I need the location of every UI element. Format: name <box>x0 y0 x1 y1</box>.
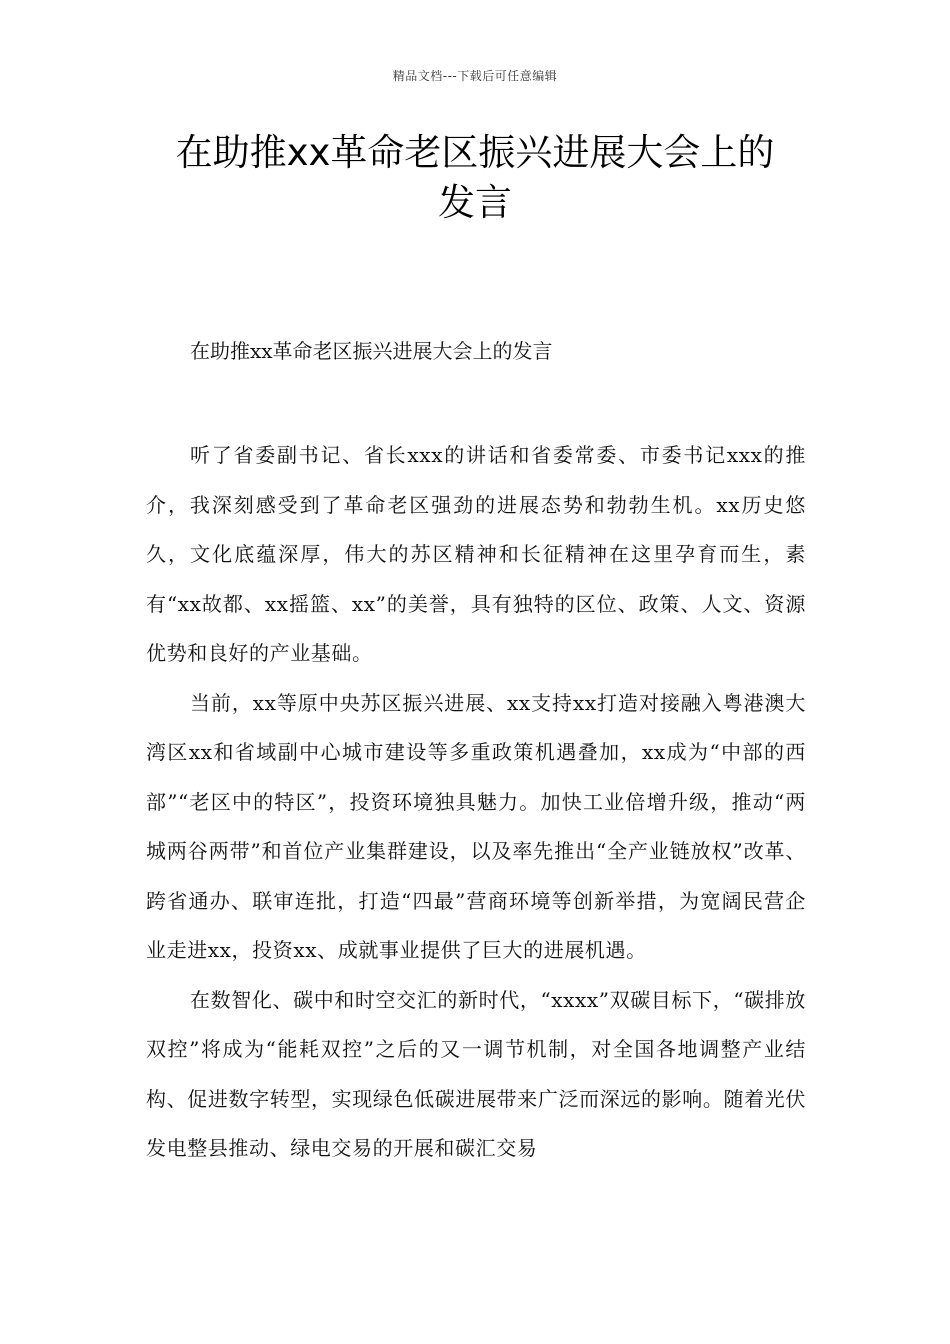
header-note: 精品文档---下载后可任意编辑 <box>392 69 558 83</box>
title-line-1: 在助推xx革命老区振兴进展大会上的 <box>175 131 775 174</box>
document-title <box>140 128 810 228</box>
title-line-2: 发言 <box>438 181 512 224</box>
document-subtitle: 在助推xx革命老区振兴进展大会上的发言 <box>190 339 553 363</box>
paragraph: 当前，xx等原中央苏区振兴进展、xx支持xx打造对接融入粤港澳大湾区xx和省域副中心城市建设等多重政策机遇叠加，xx成为“中部的西部”“老区中的特区”，投资环境独具魅力。加快工业倍增升级，推动“两城两谷两带”和首位产业集群建设，以及率先推出“全产业链放权”改革、跨省通办、联审连批，打造“四最”营商环境等创新举措，为宽阔民营企业走进xx，投资xx、成就事业提供了巨大的进展机遇。 <box>146 690 806 962</box>
document-body <box>146 431 806 1174</box>
paragraph: 在数智化、碳中和时空交汇的新时代，“xxxx”双碳目标下，“碳排放双控”将成为“能耗双控”之后的又一调节机制，对全国各地调整产业结构、促进数字转型，实现绿色低碳进展带来广泛而深远的影响。随着光伏发电整县推动、绿电交易的开展和碳汇交易 <box>146 987 806 1160</box>
paragraph: 听了省委副书记、省长xxx的讲话和省委常委、市委书记xxx的推介，我深刻感受到了革命老区强劲的进展态势和勃勃生机。xx历史悠久，文化底蕴深厚，伟大的苏区精神和长征精神在这里孕育而生，素有“xx故都、xx摇篮、xx”的美誉，具有独特的区位、政策、人文、资源优势和良好的产业基础。 <box>146 443 806 665</box>
